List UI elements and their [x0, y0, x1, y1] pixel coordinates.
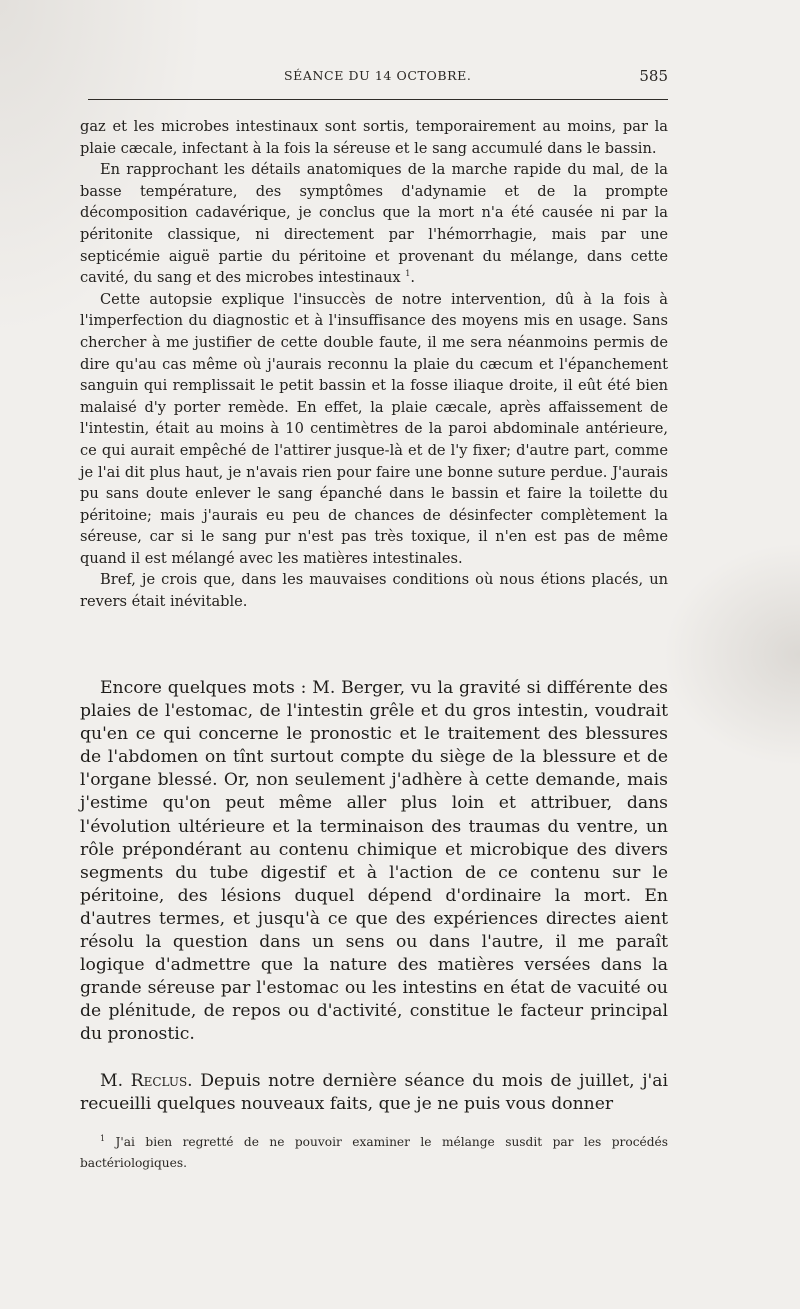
footnote-body: J'ai bien regretté de ne pouvoir examiner le mélange susdit par les procédés bactériologiques. — [80, 1135, 669, 1170]
body-text-large — [80, 677, 668, 1047]
paragraph-berger: Encore quelques mots : M. Berger, vu la gravité si différente des plaies de l'estomac, de l'intestin grêle et du gros intestin, voudrait qu'en ce qui concerne le pronostic et le traitement des blessures de l'abdomen on tînt surtout compte du siège de la blessure et de l'organe blessé. Or, non seulement j'adhère à cette demande, mais j'estime qu'on peut même aller plus loin et attribuer, dans l'évolution ultérieure et la terminaison des traumas du ventre, un rôle prépondérant au contenu chimique et microbique des divers segments du tube digestif et à l'action de ce contenu sur le péritoine, des lésions duquel dépend d'ordinaire la mort. En d'autres termes, et jusqu'à ce que des expériences directes aient résolu la question dans un sens ou dans l'autre, il me paraît logique d'admettre que la nature des matières versées dans la grande séreuse par l'estomac ou les intestins en état de vacuité ou de plénitude, de repos ou d'activité, constitue le facteur principal du pronostic. — [80, 678, 668, 1045]
body-text-small — [80, 116, 668, 613]
paragraph-conclusion: Bref, je crois que, dans les mauvaises conditions où nous étions placés, un revers était inévitable. — [80, 571, 668, 611]
paragraph-reclus — [80, 1070, 668, 1116]
paragraph-autopsy-explanation: Cette autopsie explique l'insuccès de notre intervention, dû à la fois à l'imperfection du diagnostic et à l'insuffisance des moyens mis en usage. Sans chercher à me justifier de cette double faute, il me sera néanmoins permis de dire qu'au cas même où j'aurais reconnu la plaie du cæcum et l'épanchement sanguin qui remplissait le petit bassin et la fosse iliaque droite, il eût été bien malaisé d'y porter remède. En effet, la plaie cæcale, après affaissement de l'intestin, était au moins à 10 centimètres de la paroi abdominale antérieure, ce qui aurait empêché de l'attirer jusque-là et de l'y fixer; d'autre part, comme je l'ai dit plus haut, je n'avais rien pour faire une bonne suture perdue. J'aurais pu sans doute enlever le sang épanché dans le bassin et faire la toilette du péritoine; mais j'aurais eu peu de chances de désinfecter complètement la séreuse, car si le sang pur n'est pas très toxique, il n'en est pas de même quand il est mélangé avec les matières intestinales. — [80, 290, 668, 567]
footnote-marker: 1 — [100, 1133, 106, 1143]
footnote-reference: 1 — [405, 269, 411, 279]
footnote-text — [80, 1132, 668, 1174]
running-head: SÉANCE DU 14 OCTOBRE. — [284, 68, 472, 83]
paragraph-continuation: gaz et les microbes intestinaux sont sortis, temporairement au moins, par la plaie cæcale, infectant à la fois la séreuse et le sang accumulé dans le bassin. — [80, 118, 668, 157]
paragraph-text: En rapprochant les détails anatomiques de la marche rapide du mal, de la basse température, des symptômes d'adynamie et de la prompte décomposition cadavérique, je conclus que la mort n'a été causée ni par la péritonite classique, ni directement par l'hémorrhagie, mais par une septicémie aiguë partie du péritoine et provenant du mélange, dans cette cavité, du sang et des microbes intestinaux — [80, 161, 668, 287]
footnote — [80, 1132, 668, 1174]
page-number: 585 — [639, 67, 668, 85]
speaker-name: M. Reclus. — [100, 1071, 193, 1091]
page-header — [88, 66, 668, 88]
paragraph-autopsy-conclusion: En rapprochant les détails anatomiques de la marche rapide du mal, de la basse température, des symptômes d'adynamie et de la prompte décomposition cadavérique, je conclus que la mort n'a été causée ni par la péritonite classique, ni directement par l'hémorrhagie, mais par une septicémie aiguë partie du péritoine et provenant du mélange, dans cette cavité, du sang et des microbes intestinaux $^1$. — [80, 161, 668, 287]
body-text-reclus — [80, 1070, 668, 1116]
header-rule — [88, 99, 668, 100]
paragraph-text: Depuis notre dernière séance du mois de juillet, j'ai recueilli quelques nouveaux faits, que je ne puis vous donner — [80, 1071, 668, 1115]
